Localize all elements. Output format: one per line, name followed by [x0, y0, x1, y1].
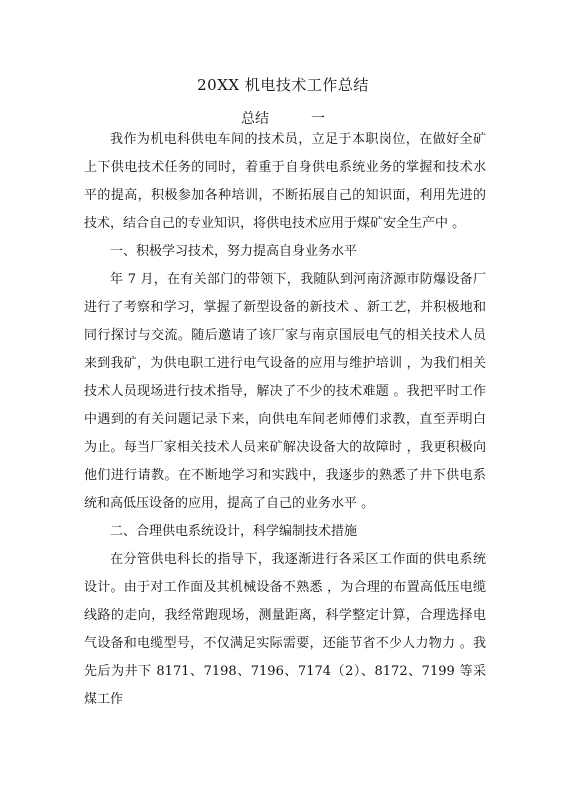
section-heading-1: 一、积极学习技术，努力提高自身业务水平 — [110, 244, 358, 259]
document-subtitle: 总结 一 — [241, 111, 325, 127]
paragraph-intro: 我作为机电科供电车间的技术员，立足于本职岗位，在做好全矿上下供电技术任务的同时，着重于自身供电系统业务的掌握和技术水平的提高，积极参加各种培训，不断拓展自己的知识面，利用先进的技术，结合自己的专业知识，将供电技术应用于煤矿安全生产中 。 — [84, 132, 486, 231]
document-title: 20XX 机电技术工作总结 — [197, 76, 369, 94]
paragraph-learning: 年 7 月，在有关部门的带领下，我随队到河南济源市防爆设备厂进行了考察和学习，掌握了新型设备的新技术 、新工艺，并积极地和同行探讨与交流。随后邀请了该厂家与南京国辰电气的相关技术人员来到我矿，为供电职工进行电气设备的应用与维护培训 ，为我们相关技术人员现场进行技术指导，解决了不少的技术难题 。我把平时工作中遇到的有关问题记录下来，向供电车间老师傅们求教，直至弄明白为止。每当厂家相关技术人员来矿解决设备大的故障时 ，我更积极向他们进行请教。在不断地学习和实践中，我逐步的熟悉了井下供电系统和高低压设备的应用，提高了自己的业务水平 。 — [84, 272, 486, 511]
section-heading-2: 二、合理供电系统设计，科学编制技术措施 — [110, 524, 358, 539]
paragraph-design: 在分管供电科长的指导下，我逐渐进行各采区工作面的供电系统设计。由于对工作面及其机械设备不熟悉 ，为合理的布置高低压电缆线路的走向，我经常跑现场，测量距离，科学整定计算，合理选择电气设备和电缆型号，不仅满足实际需要，还能节省不少人力物力 。我先后为井下 8171、7198、7196、7174（2）、8172、7199 等采煤工作 — [84, 552, 486, 707]
document-body — [84, 126, 486, 714]
